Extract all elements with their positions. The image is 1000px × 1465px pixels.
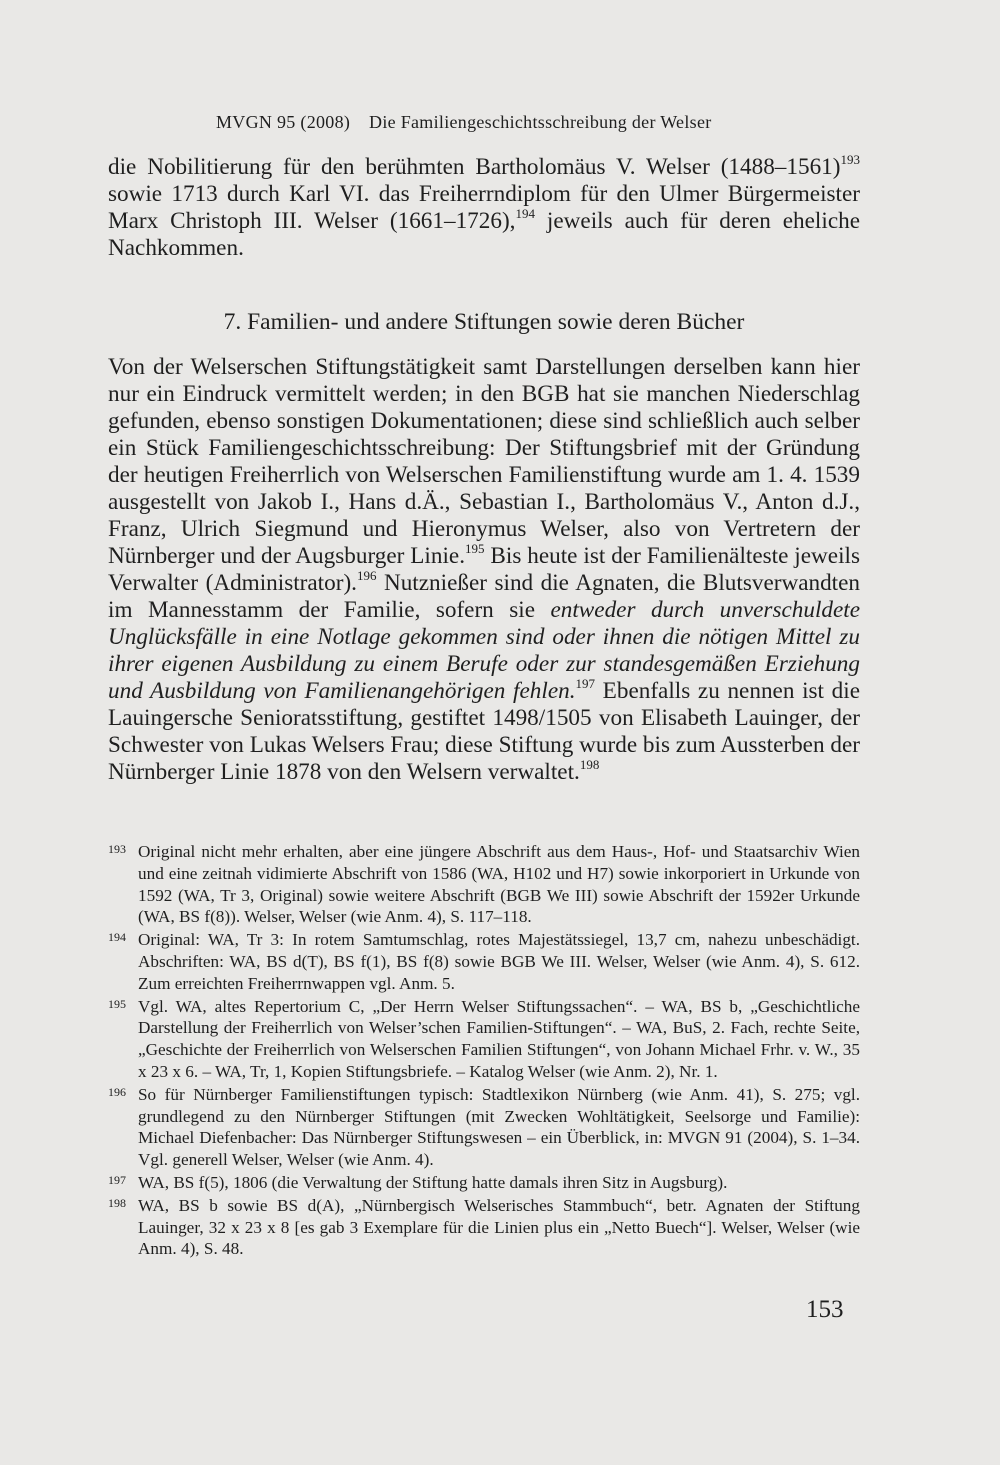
italic-quote: entweder durch unverschuldete Unglücksfälle in eine Notlage gekommen sind oder ihnen die nötigen Mittel zu ihrer eigenen Ausbildung zu einem Berufe oder zur standesgemäßen Erziehung und Ausbildung von Familienangehörigen fehlen. xyxy=(108,597,861,704)
footnote-number: 196 xyxy=(108,1084,126,1099)
main-paragraph xyxy=(108,354,860,786)
footnote-text: Original nicht mehr erhalten, aber eine jüngere Abschrift aus dem Haus-, Hof- und Staatsarchiv Wien und eine zeitnah vidimierte Abschrift von 1586 (WA, H102 und H7) sowie inkorporiert in Urkunde von 1592 (WA, Tr 3, Original) sowie weitere Abschrift (BGB We III) sowie Abschrift der 1592er Urkunde (WA, BS f(8)). Welser, Welser (wie Anm. 4), S. 117–118. xyxy=(138,842,860,927)
text-run: Bis heute ist der Familienälteste jeweils Verwalter (Administrator). xyxy=(108,543,860,596)
footnote-ref-195[interactable]: 195 xyxy=(465,541,485,556)
footnote-number: 198 xyxy=(108,1195,126,1210)
footnote xyxy=(108,1084,860,1171)
text-run: sowie 1713 durch Karl VI. das Freiherrndiplom für den Ulmer Bürgermeister Marx Christoph III. Welser (1661–1726), xyxy=(108,181,860,234)
section-heading: 7. Familien- und andere Stiftungen sowie deren Bücher xyxy=(223,309,745,335)
page-number: 153 xyxy=(806,1296,844,1323)
footnote-ref-194[interactable]: 194 xyxy=(515,206,535,221)
footnote-text: So für Nürnberger Familienstiftungen typisch: Stadtlexikon Nürnberg (wie Anm. 41), S. 275; vgl. grundlegend zu den Nürnberger Stiftungen (mit Zwecken Wohltätigkeit, Seelsorge und Familie): Michael Diefenbacher: Das Nürnberger Stiftungswesen – ein Überblick, in: MVGN 91 (2004), S. 1–34. Vgl. generell Welser, Welser (wie Anm. 4). xyxy=(138,1084,860,1170)
intro-paragraph xyxy=(108,154,860,262)
text-run: Nutznießer sind die Agnaten, die Blutsverwandten im Mannesstamm der Familie, sofern sie xyxy=(108,570,861,623)
text-run: jeweils auch für deren eheliche Nachkommen. xyxy=(108,208,860,261)
journal-reference: MVGN 95 (2008) xyxy=(216,112,351,132)
footnote-text: Original: WA, Tr 3: In rotem Samtumschlag, rotes Majestätssiegel, 13,7 cm, nahezu unbeschädigt. Abschriften: WA, BS d(T), BS f(1), BS f(8) sowie BGB We III. Welser, Welser (wie Anm. 4), S. 612. Zum erreichten Freiherrnwappen vgl. Anm. 5. xyxy=(138,930,860,993)
footnote-ref-196[interactable]: 196 xyxy=(356,568,377,583)
footnote-ref-198[interactable]: 198 xyxy=(579,757,600,772)
text-run: Von der Welserschen Stiftungstätigkeit samt Darstellungen derselben kann hier nur ein Eindruck vermittelt werden; in den BGB hat sie manchen Niederschlag gefunden, ebenso sonstigen Dokumentationen; diese sind schließlich auch selber ein Stück Familiengeschichtsschreibung: Der Stiftungsbrief mit der Gründung der heutigen Freiherrlich von Welserschen Familienstiftung wurde am 1. 4. 1539 ausgestellt von Jakob I., Hans d.Ä., Sebastian I., Bartholomäus V., Anton d.J., Franz, Ulrich Siegmund und Hieronymus Welser, also von Vertretern der Nürnberger und der Augsburger Linie. xyxy=(108,354,860,569)
footnotes xyxy=(108,841,860,1261)
footnote-ref-197[interactable]: 197 xyxy=(575,676,596,691)
footnote xyxy=(108,1172,860,1194)
footnote xyxy=(108,841,860,928)
running-title: Die Familiengeschichtsschreibung der Welser xyxy=(369,112,712,132)
footnote xyxy=(108,929,860,994)
footnote-number: 193 xyxy=(108,842,126,856)
footnote-text: WA, BS f(5), 1806 (die Verwaltung der Stiftung hatte damals ihren Sitz in Augsburg). xyxy=(138,1172,728,1192)
footnote-number: 194 xyxy=(108,930,126,945)
footnote xyxy=(108,996,860,1083)
text-run: Ebenfalls zu nennen ist die Lauingersche Senioratsstiftung, gestiftet 1498/1505 von Elisabeth Lauinger, der Schwester von Lukas Welsers Frau; diese Stiftung wurde bis zum Aussterben der Nürnberger Linie 1878 von den Welsern verwaltet. xyxy=(108,678,860,785)
footnote-number: 197 xyxy=(108,1172,126,1187)
footnote xyxy=(108,1195,860,1260)
text-run: die Nobilitierung für den berühmten Bartholomäus V. Welser (1488–1561) xyxy=(108,154,841,180)
footnote-ref-193[interactable]: 193 xyxy=(840,152,860,167)
footnote-text: WA, BS b sowie BS d(A), „Nürnbergisch Welserisches Stammbuch“, betr. Agnaten der Stiftung Lauinger, 32 x 23 x 8 [es gab 3 Exemplare für die Linien plus ein „Netto Buech“]. Welser, Welser (wie Anm. 4), S. 48. xyxy=(138,1195,860,1259)
footnote-text: Vgl. WA, altes Repertorium C, „Der Herrn Welser Stiftungssachen“. – WA, BS b, „Geschichtliche Darstellung der Freiherrlich von Welser’schen Familien-Stiftungen“. – WA, BuS, 2. Fach, rechte Seite, „Geschichte der Freiherrlich von Welserschen Familien Stiftungen“, von Johann Michael Frhr. v. W., 35 x 23 x 6. – WA, Tr, 1, Kopien Stiftungsbriefe. – Katalog Welser (wie Anm. 2), Nr. 1. xyxy=(138,996,860,1081)
footnote-number: 195 xyxy=(108,996,126,1011)
running-header xyxy=(216,112,836,133)
